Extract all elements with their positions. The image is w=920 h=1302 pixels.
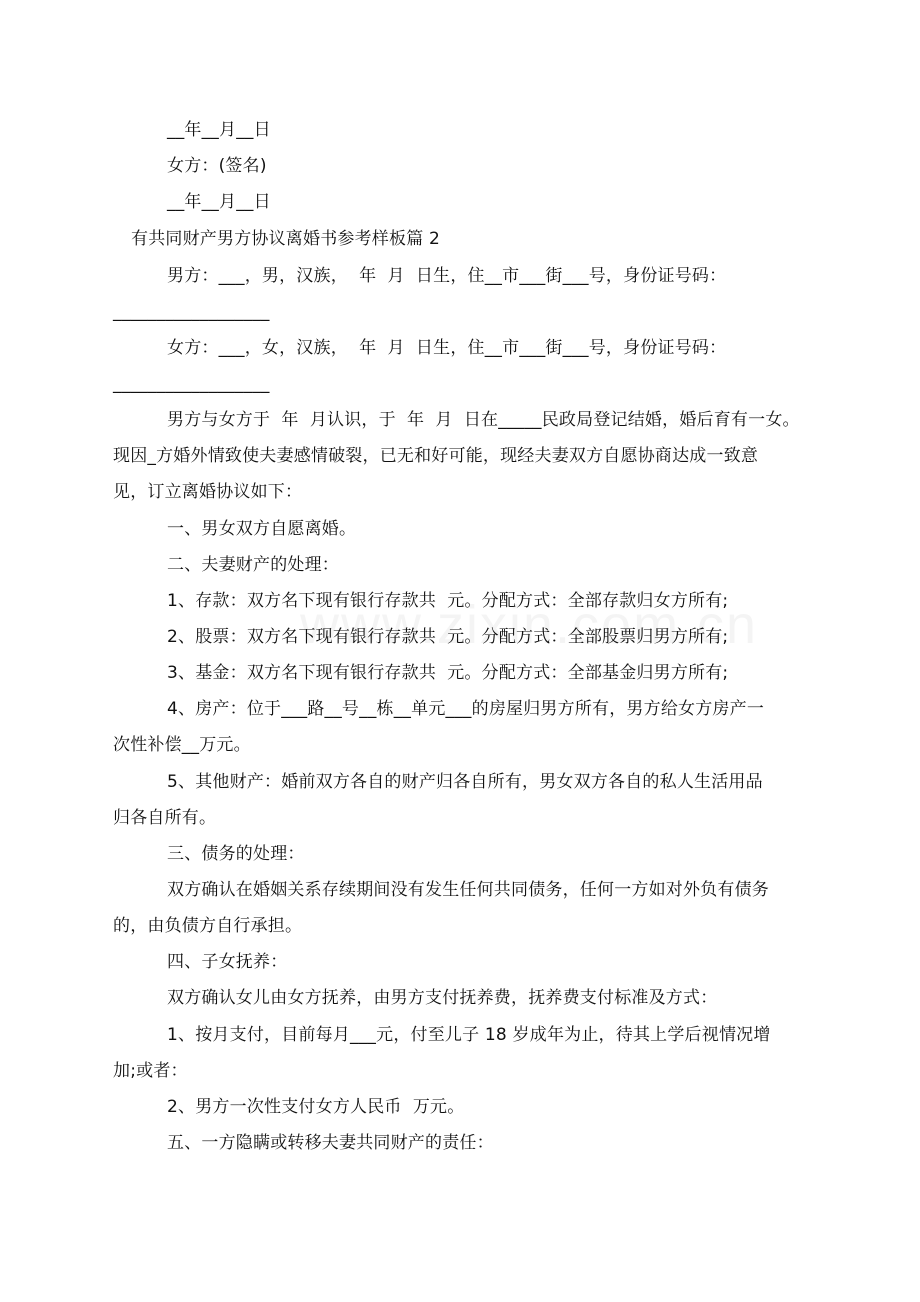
list-item: 4、房产：位于___路__号__栋__单元___的房屋归男方所有，男方给女方房产一 xyxy=(167,699,765,719)
paragraph-line: __________________ xyxy=(113,302,270,322)
paragraph-line: 见，订立离婚协议如下： xyxy=(113,482,303,502)
list-item: 2、股票：双方名下现有银行存款共 元。分配方式：全部股票归男方所有; xyxy=(167,627,729,647)
paragraph-line: __________________ xyxy=(113,374,270,394)
heading-line: 四、子女抚养： xyxy=(167,952,288,972)
heading-line: 二、夫妻财产的处理： xyxy=(167,555,339,575)
paragraph-line: 双方确认在婚姻关系存续期间没有发生任何共同债务，任何一方如对外负有债务 xyxy=(167,880,769,900)
paragraph-line: 的，由负债方自行承担。 xyxy=(113,916,303,936)
list-item-continuation: 归各自所有。 xyxy=(113,808,217,828)
female-signature-line: 女方：(签名) xyxy=(167,156,267,176)
paragraph-line: 男方：___，男，汉族， 年 月 日生，住__市___街___号，身份证号码： xyxy=(167,266,727,286)
list-item: 5、其他财产：婚前双方各自的财产归各自所有，男女双方各自的私人生活用品 xyxy=(167,772,763,792)
paragraph-line: 女方：___，女，汉族， 年 月 日生，住__市___街___号，身份证号码： xyxy=(167,338,727,358)
list-item: 3、基金：双方名下现有银行存款共 元。分配方式：全部基金归男方所有; xyxy=(167,663,729,683)
heading-line: 三、债务的处理： xyxy=(167,844,305,864)
paragraph-line: 男方与女方于 年 月认识，于 年 月 日在_____民政局登记结婚，婚后育有一女。 xyxy=(167,410,800,430)
date-line: __年__月__日 xyxy=(167,120,271,140)
heading-line: 一、男女双方自愿离婚。 xyxy=(167,519,357,539)
section-title: 有共同财产男方协议离婚书参考样板篇 2 xyxy=(131,229,441,249)
paragraph-line: 双方确认女儿由女方抚养，由男方支付抚养费，抚养费支付标准及方式： xyxy=(167,988,718,1008)
date-line: __年__月__日 xyxy=(167,192,271,212)
paragraph-line: 现因_方婚外情致使夫妻感情破裂，已无和好可能，现经夫妻双方自愿协商达成一致意 xyxy=(113,446,759,466)
heading-line: 五、一方隐瞒或转移夫妻共同财产的责任： xyxy=(167,1133,494,1153)
list-item: 1、存款：双方名下现有银行存款共 元。分配方式：全部存款归女方所有; xyxy=(167,591,729,611)
list-item: 1、按月支付，目前每月___元，付至儿子 18 岁成年为止，待其上学后视情况增 xyxy=(167,1025,771,1045)
list-item-continuation: 加;或者： xyxy=(113,1061,188,1081)
list-item-continuation: 次性补偿__万元。 xyxy=(113,735,251,755)
list-item: 2、男方一次性支付女方人民币 万元。 xyxy=(167,1097,465,1117)
